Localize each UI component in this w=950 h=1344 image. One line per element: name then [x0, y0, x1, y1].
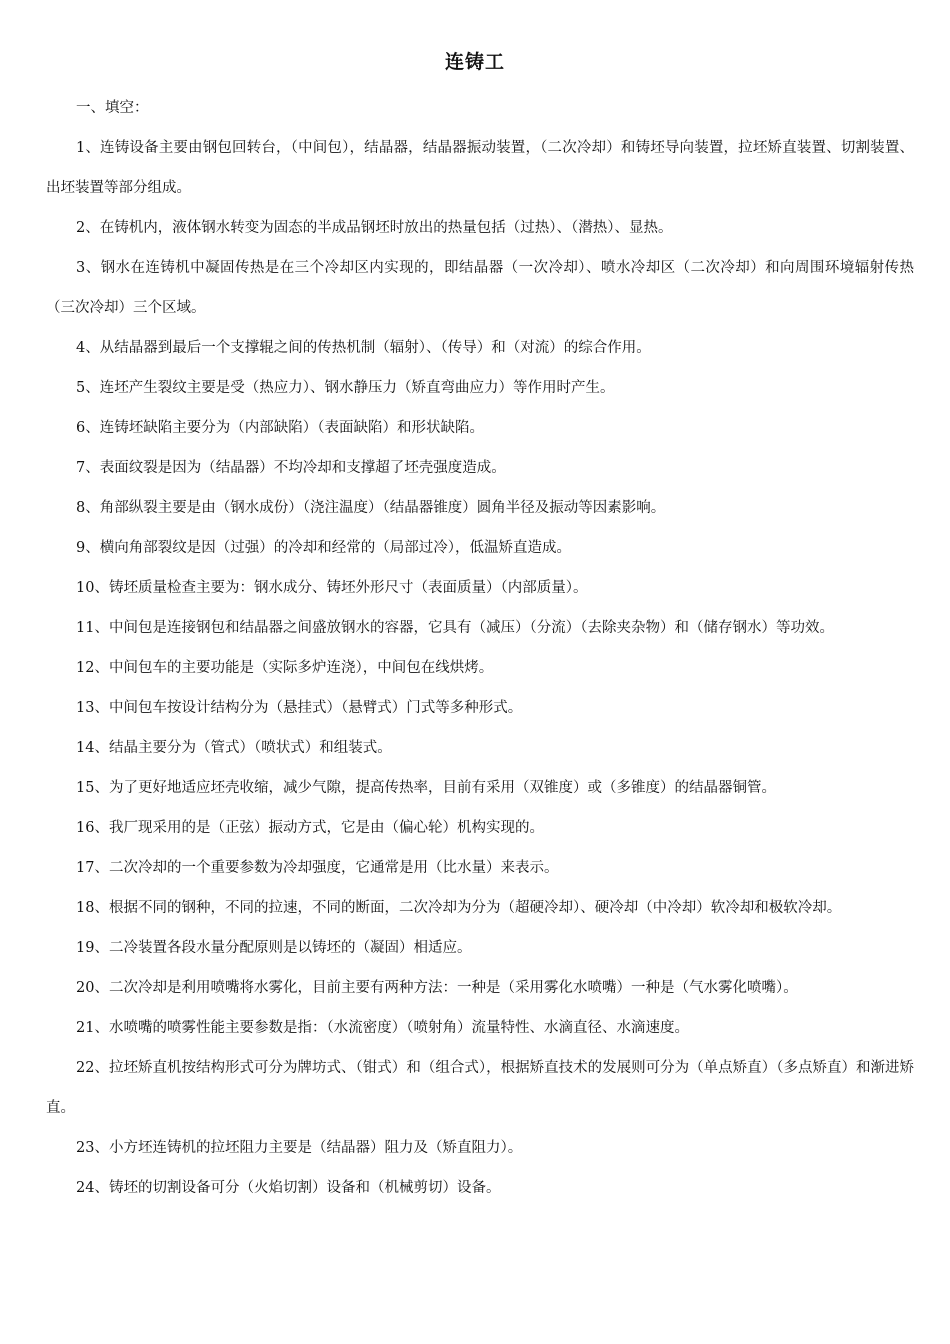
- question-item: 3、钢水在连铸机中凝固传热是在三个冷却区内实现的，即结晶器（一次冷却）、喷水冷却区（二次冷却）和向周围环境辐射传热（三次冷却）三个区域。: [46, 260, 914, 316]
- question-item: 24、铸坯的切割设备可分（火焰切割）设备和（机械剪切）设备。: [76, 1180, 501, 1196]
- question-item: 4、从结晶器到最后一个支撑辊之间的传热机制（辐射）、（传导）和（对流）的综合作用。: [76, 340, 651, 356]
- question-item: 16、我厂现采用的是（正弦）振动方式，它是由（偏心轮）机构实现的。: [76, 820, 544, 836]
- question-item: 11、中间包是连接钢包和结晶器之间盛放钢水的容器，它具有（减压）（分流）（去除夹杂物）和（储存钢水）等功效。: [76, 620, 834, 636]
- question-item: 19、二冷装置各段水量分配原则是以铸坯的（凝固）相适应。: [76, 940, 472, 956]
- section-heading: 一、填空：: [76, 100, 149, 116]
- document-title: 连铸工: [444, 51, 505, 73]
- question-item: 2、在铸机内，液体钢水转变为固态的半成品钢坯时放出的热量包括（过热）、（潜热）、显热。: [76, 220, 673, 236]
- question-item: 22、拉坯矫直机按结构形式可分为牌坊式、（钳式）和（组合式），根据矫直技术的发展则可分为（单点矫直）（多点矫直）和渐进矫直。: [46, 1060, 914, 1116]
- question-item: 7、表面纹裂是因为（结晶器）不均冷却和支撑超了坯壳强度造成。: [76, 460, 506, 476]
- document-body: [46, 88, 914, 1208]
- question-item: 15、为了更好地适应坯壳收缩，减少气隙，提高传热率，目前有采用（双锥度）或（多锥度）的结晶器铜管。: [76, 780, 776, 796]
- question-item: 23、小方坯连铸机的拉坯阻力主要是（结晶器）阻力及（矫直阻力）。: [76, 1140, 523, 1156]
- question-item: 9、横向角部裂纹是因（过强）的冷却和经常的（局部过冷），低温矫直造成。: [76, 540, 571, 556]
- question-item: 21、水喷嘴的喷雾性能主要参数是指：（水流密度）（喷射角）流量特性、水滴直径、水滴速度。: [76, 1020, 689, 1036]
- question-item: 5、连坯产生裂纹主要是受（热应力）、钢水静压力（矫直弯曲应力）等作用时产生。: [76, 380, 615, 396]
- question-item: 12、中间包车的主要功能是（实际多炉连浇），中间包在线烘烤。: [76, 660, 494, 676]
- question-item: 10、铸坯质量检查主要为：钢水成分、铸坯外形尺寸（表面质量）（内部质量）。: [76, 580, 588, 596]
- question-item: 1、连铸设备主要由钢包回转台，（中间包），结晶器，结晶器振动装置，（二次冷却）和铸坯导向装置，拉坯矫直装置、切割装置、出坯装置等部分组成。: [46, 140, 914, 196]
- question-item: 17、二次冷却的一个重要参数为冷却强度，它通常是用（比水量）来表示。: [76, 860, 559, 876]
- question-item: 6、连铸坯缺陷主要分为（内部缺陷）（表面缺陷）和形状缺陷。: [76, 420, 484, 436]
- question-item: 8、角部纵裂主要是由（钢水成份）（浇注温度）（结晶器锥度）圆角半径及振动等因素影响。: [76, 500, 666, 516]
- question-item: 14、结晶主要分为（管式）（喷状式）和组装式。: [76, 740, 392, 756]
- question-item: 18、根据不同的钢种，不同的拉速，不同的断面，二次冷却为分为（超硬冷却）、硬冷却（中冷却）软冷却和极软冷却。: [76, 900, 842, 916]
- question-item: 20、二次冷却是利用喷嘴将水雾化，目前主要有两种方法：一种是（采用雾化水喷嘴）一种是（气水雾化喷嘴）。: [76, 980, 798, 996]
- question-item: 13、中间包车按设计结构分为（悬挂式）（悬臂式）门式等多种形式。: [76, 700, 523, 716]
